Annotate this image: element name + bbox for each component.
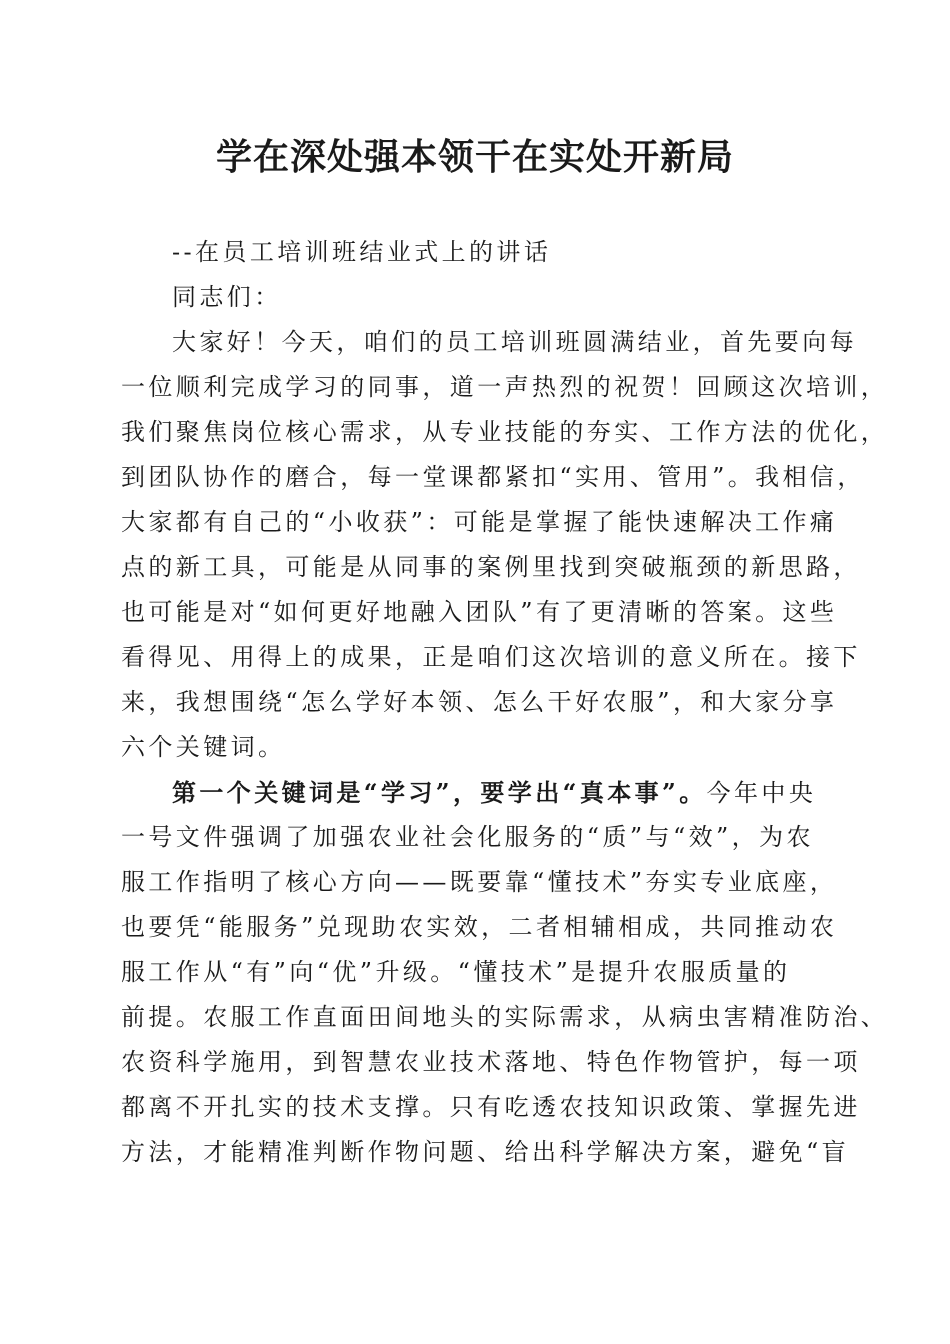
paragraph-line: 一位顺利完成学习的同事，道一声热烈的祝贺！回顾这次培训， [121, 373, 889, 401]
salutation: 同志们： [172, 283, 282, 311]
paragraph-line: 来，我想围绕“怎么学好本领、怎么干好农服”，和大家分享 [121, 688, 838, 716]
paragraph-2 [121, 770, 889, 1175]
paragraph-line: 都离不开扎实的技术支撑。只有吃透农技知识政策、掌握先进 [121, 1093, 861, 1121]
paragraph-line: 也可能是对“如何更好地融入团队”有了更清晰的答案。这些 [121, 598, 838, 626]
paragraph-line: 服工作指明了核心方向——既要靠“懂技术”夯实专业底座， [121, 868, 838, 896]
paragraph-line: 一号文件强调了加强农业社会化服务的“质”与“效”，为农 [121, 823, 814, 851]
paragraph-line: 服工作从“有”向“优”升级。“懂技术”是提升农服质量的 [121, 958, 791, 986]
paragraph-line: 六个关键词。 [121, 733, 286, 761]
keyword-lead: 第一个关键词是“学习”，要学出“真本事”。 [172, 778, 707, 807]
paragraph-line: 方法，才能精准判断作物问题、给出科学解决方案，避免“盲 [121, 1138, 850, 1166]
paragraph-1 [121, 320, 889, 770]
paragraph-line: 也要凭“能服务”兑现助农实效，二者相辅相成，共同推动农 [121, 913, 838, 941]
paragraph-line: 到团队协作的磨合，每一堂课都紧扣“实用、管用”。我相信， [121, 463, 865, 491]
paragraph-line: 看得见、用得上的成果，正是咱们这次培训的意义所在。接下 [121, 643, 861, 671]
paragraph-first-line [121, 770, 837, 815]
paragraph-line: 大家都有自己的“小收获”：可能是掌握了能快速解决工作痛 [121, 508, 838, 536]
paragraph-line: 农资科学施用，到智慧农业技术落地、特色作物管护，每一项 [121, 1048, 861, 1076]
paragraph-line: 前提。农服工作直面田间地头的实际需求，从病虫害精准防治、 [121, 1003, 889, 1031]
paragraph-line: 点的新工具，可能是从同事的案例里找到突破瓶颈的新思路， [121, 553, 861, 581]
paragraph-line: 我们聚焦岗位核心需求，从专业技能的夯实、工作方法的优化， [121, 418, 889, 446]
paragraph-line: 大家好！今天，咱们的员工培训班圆满结业，首先要向每 [172, 328, 857, 356]
document-body [121, 230, 889, 1175]
paragraph-line-rest: 今年中央 [706, 779, 817, 807]
subtitle: --在员工培训班结业式上的讲话 [172, 238, 552, 266]
document-title: 学在深处强本领干在实处开新局 [215, 137, 734, 178]
